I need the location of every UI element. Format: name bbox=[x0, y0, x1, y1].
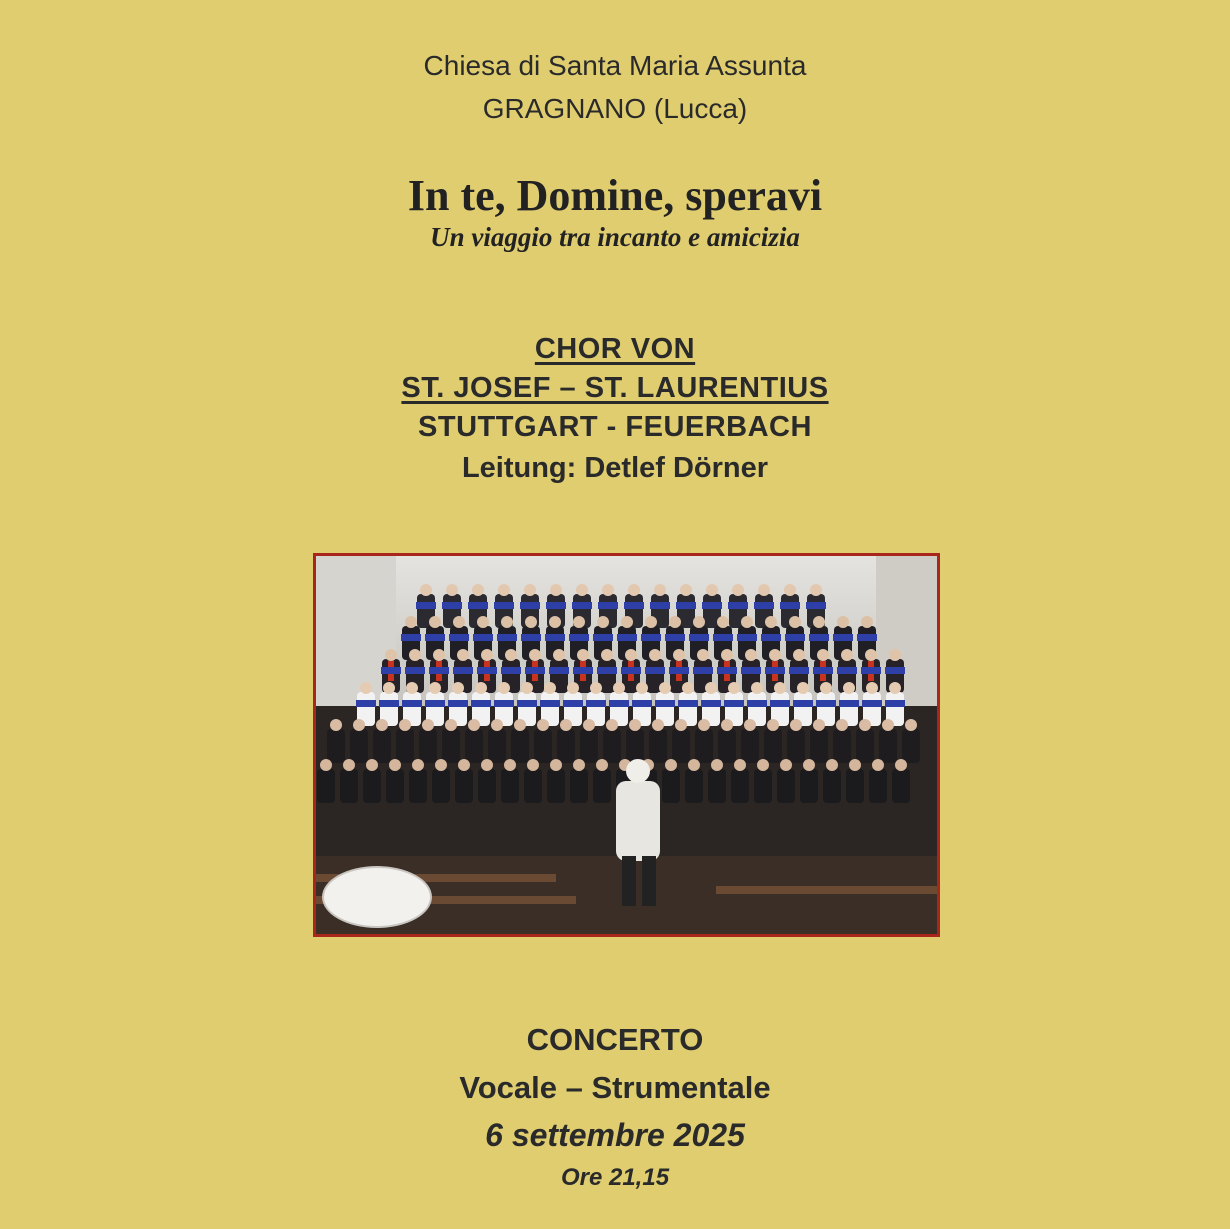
event-date: 6 settembre 2025 bbox=[485, 1117, 745, 1153]
event-label: CONCERTO bbox=[526, 1022, 704, 1057]
choir-name-line1: CHOR VON bbox=[534, 333, 696, 365]
event-type: Vocale – Strumentale bbox=[459, 1070, 771, 1105]
concert-photo bbox=[313, 553, 940, 937]
concert-title: In te, Domine, speravi bbox=[407, 171, 823, 220]
conductor-credit: Leitung: Detlef Dörner bbox=[461, 452, 769, 484]
choir-city: STUTTGART - FEUERBACH bbox=[418, 411, 812, 443]
concert-subtitle: Un viaggio tra incanto e amicizia bbox=[430, 222, 800, 252]
church-location: GRAGNANO (Lucca) bbox=[482, 93, 748, 124]
choir-name-line2: ST. JOSEF – ST. LAURENTIUS bbox=[401, 372, 829, 404]
choir-logo bbox=[322, 866, 432, 928]
event-time: Ore 21,15 bbox=[560, 1164, 670, 1191]
church-name: Chiesa di Santa Maria Assunta bbox=[423, 50, 807, 81]
